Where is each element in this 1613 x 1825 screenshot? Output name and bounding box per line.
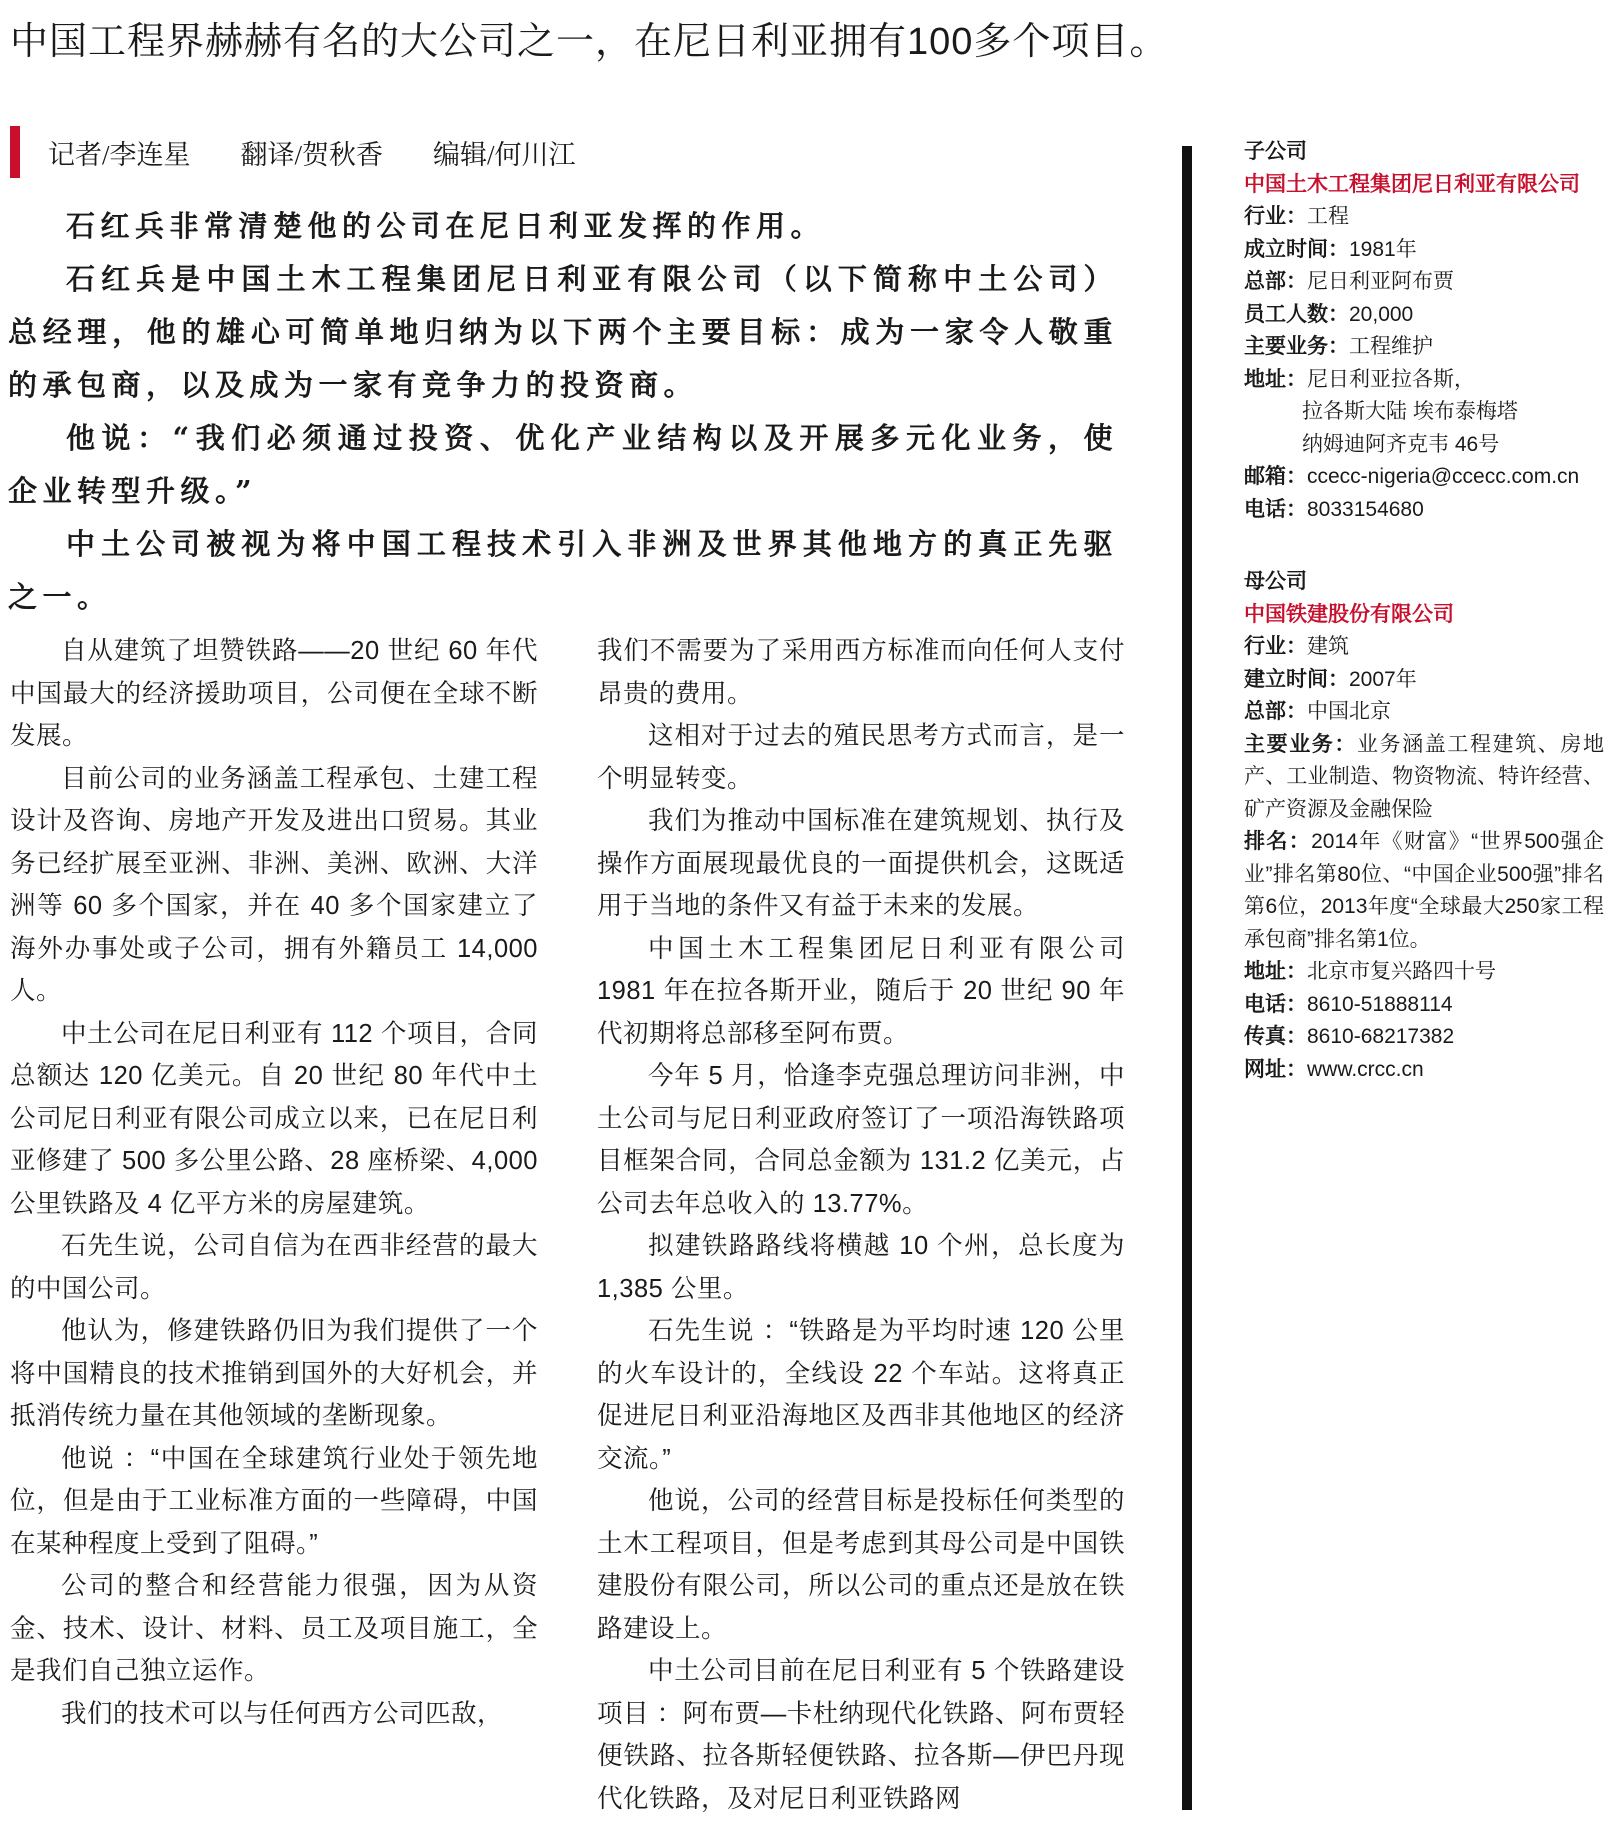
field-label: 电话： [1244,992,1307,1016]
body-paragraph: 这相对于过去的殖民思考方式而言，是一个明显转变。 [597,722,1125,793]
field-value: 8610-68217382 [1307,1025,1455,1048]
subsidiary-employees [1244,299,1604,332]
body-paragraph: 今年 5 月，恰逢李克强总理访问非洲，中土公司与尼日利亚政府签订了一项沿海铁路项目框架合同，合同总金额为 131.2 亿美元，占公司去年总收入的 13.77%。 [597,1062,1125,1218]
parent-website [1244,1054,1604,1087]
subsidiary-business [1244,331,1604,364]
body-paragraph: 石先生说，公司自信为在西非经营的最大的中国公司。 [10,1232,538,1303]
subsidiary-hq [1244,266,1604,299]
parent-industry [1244,631,1604,664]
field-value: 1981年 [1349,237,1417,261]
lead-paragraph: 他说：“我们必须通过投资、优化产业结构以及开展多元化业务，使企业转型升级。” [8,421,1118,508]
body-paragraph-continuation: 我们不需要为了采用西方标准而向任何人支付昂贵的费用。 [597,637,1125,708]
subsidiary-address-line: 拉各斯大陆 埃布泰梅塔 [1302,400,1518,423]
lead-paragraph: 中土公司被视为将中国工程技术引入非洲及世界其他地方的真正先驱之一。 [8,527,1118,614]
field-label: 电话： [1244,497,1307,521]
body-paragraph: 目前公司的业务涵盖工程承包、土建工程设计及咨询、房地产开发及进出口贸易。其业务已经扩展至亚洲、非洲、美洲、欧洲、大洋洲等 60 多个国家，并在 40 多个国家建立了海外办事处或子公司，拥有外籍员工 14,000 人。 [10,764,538,1005]
parent-address [1244,956,1604,989]
field-value: ccecc-nigeria@ccecc.com.cn [1307,465,1580,488]
field-value: 8033154680 [1307,497,1424,521]
parent-hq [1244,696,1604,729]
sidebar-divider [1182,146,1192,1810]
field-value: 2007年 [1349,667,1417,691]
body-paragraph: 他说 ：“中国在全球建筑行业处于领先地位，但是由于工业标准方面的一些障碍，中国在某种程度上受到了阻碍。” [10,1444,538,1558]
field-value: 中国北京 [1307,700,1391,723]
body-paragraph: 拟建铁路路线将横越 10 个州，总长度为 1,385 公里。 [597,1232,1125,1303]
field-value: 尼日利亚阿布贾 [1307,270,1454,293]
body-paragraph: 中土公司在尼日利亚有 112 个项目，合同总额达 120 亿美元。自 20 世纪 80 年代中土公司尼日利亚有限公司成立以来，已在尼日利亚修建了 500 多公里公路、28 座桥梁、4,000 公里铁路及 4 亿平方米的房屋建筑。 [10,1019,538,1218]
field-label: 总部： [1244,700,1307,723]
field-label: 网址： [1244,1057,1307,1081]
byline [10,126,626,178]
field-value: 2014年《财富》“世界500强企业”排名第80位、“中国企业500强”排名第6位，2013年度“全球最大250家工程承包商”排名第1位。 [1244,830,1604,951]
field-label: 行业： [1244,635,1307,658]
field-label: 行业： [1244,205,1307,228]
byline-reporter: 记者/李连星 [48,139,191,170]
body-column-left [10,630,538,1735]
body-paragraph: 他认为，修建铁路仍旧为我们提供了一个将中国精良的技术推销到国外的大好机会，并抵消传统力量在其他领域的垄断现象。 [10,1317,538,1430]
sidebar-spacer [1244,526,1604,566]
subsidiary-address-line: 纳姆迪阿齐克韦 46号 [1302,432,1500,456]
subsidiary-email [1244,461,1604,494]
field-label: 总部： [1244,270,1307,293]
subsidiary-founded [1244,234,1604,267]
field-label: 邮箱： [1244,465,1307,488]
subsidiary-name: 中国土木工程集团尼日利亚有限公司 [1244,172,1580,196]
field-value: www.crcc.cn [1307,1057,1424,1081]
field-value: 工程 [1307,205,1349,228]
parent-ranking [1244,826,1604,956]
field-label: 建立时间： [1244,667,1349,691]
field-label: 主要业务： [1244,335,1349,358]
subsidiary-industry [1244,201,1604,234]
company-sidebar [1244,136,1604,1086]
lead-paragraph: 石红兵是中国土木工程集团尼日利亚有限公司（以下简称中土公司）总经理，他的雄心可简单地归纳为以下两个主要目标：成为一家令人敬重的承包商，以及成为一家有竞争力的投资商。 [8,262,1118,402]
body-column-right [597,630,1125,1820]
parent-business [1244,729,1604,827]
field-value: 尼日利亚拉各斯， [1307,367,1475,391]
parent-name: 中国铁建股份有限公司 [1244,602,1454,626]
body-paragraph: 他说，公司的经营目标是投标任何类型的土木工程项目，但是考虑到其母公司是中国铁建股份有限公司，所以公司的重点还是放在铁路建设上。 [597,1487,1125,1643]
body-paragraph: 我们的技术可以与任何西方公司匹敌， [61,1699,504,1728]
body-paragraph: 我们为推动中国标准在建筑规划、执行及操作方面展现最优良的一面提供机会，这既适用于当地的条件又有益于未来的发展。 [597,807,1125,920]
body-paragraph: 自从建筑了坦赞铁路——20 世纪 60 年代中国最大的经济援助项目，公司便在全球不断发展。 [10,637,538,750]
lead-paragraph: 石红兵非常清楚他的公司在尼日利亚发挥的作用。 [66,209,826,243]
body-paragraph: 公司的整合和经营能力很强，因为从资金、技术、设计、材料、员工及项目施工，全是我们自己独立运作。 [10,1572,538,1685]
field-value: 业务涵盖工程建筑、房地产、工业制造、物资物流、特许经营、矿产资源及金融保险 [1244,732,1604,821]
body-paragraph: 中国土木工程集团尼日利亚有限公司 1981 年在拉各斯开业，随后于 20 世纪 90 年代初期将总部移至阿布贾。 [597,934,1125,1048]
byline-accent-bar [10,126,20,178]
subsidiary-heading: 子公司 [1244,140,1307,163]
parent-heading: 母公司 [1244,570,1307,593]
field-value: 工程维护 [1349,335,1433,358]
subsidiary-phone [1244,494,1604,527]
field-value: 北京市复兴路四十号 [1307,960,1496,983]
body-paragraph: 中土公司目前在尼日利亚有 5 个铁路建设项目 ：阿布贾—卡杜纳现代化铁路、阿布贾轻便铁路、拉各斯轻便铁路、拉各斯—伊巴丹现代化铁路，及对尼日利亚铁路网 [597,1657,1125,1813]
parent-fax [1244,1021,1604,1054]
field-label: 地址： [1244,367,1307,391]
field-label: 排名： [1244,830,1312,853]
parent-founded [1244,664,1604,697]
field-value: 8610-51888114 [1307,992,1453,1016]
body-paragraph: 石先生说 ：“铁路是为平均时速 120 公里的火车设计的，全线设 22 个车站。这将真正促进尼日利亚沿海地区及西非其他地区的经济交流。” [597,1317,1125,1473]
byline-editor: 编辑/何川江 [433,139,576,170]
byline-translator: 翻译/贺秋香 [240,139,384,170]
field-value: 建筑 [1307,635,1349,658]
field-label: 成立时间： [1244,237,1349,261]
field-label: 员工人数： [1244,302,1349,326]
field-label: 地址： [1244,960,1307,983]
lead-paragraphs [8,200,1118,624]
field-label: 传真： [1244,1025,1307,1048]
subsidiary-address [1244,364,1604,397]
field-label: 主要业务： [1244,732,1357,756]
field-value: 20,000 [1349,302,1414,326]
headline: 中国工程界赫赫有名的大公司之一，在尼日利亚拥有100多个项目。 [10,21,1169,63]
parent-phone [1244,989,1604,1022]
